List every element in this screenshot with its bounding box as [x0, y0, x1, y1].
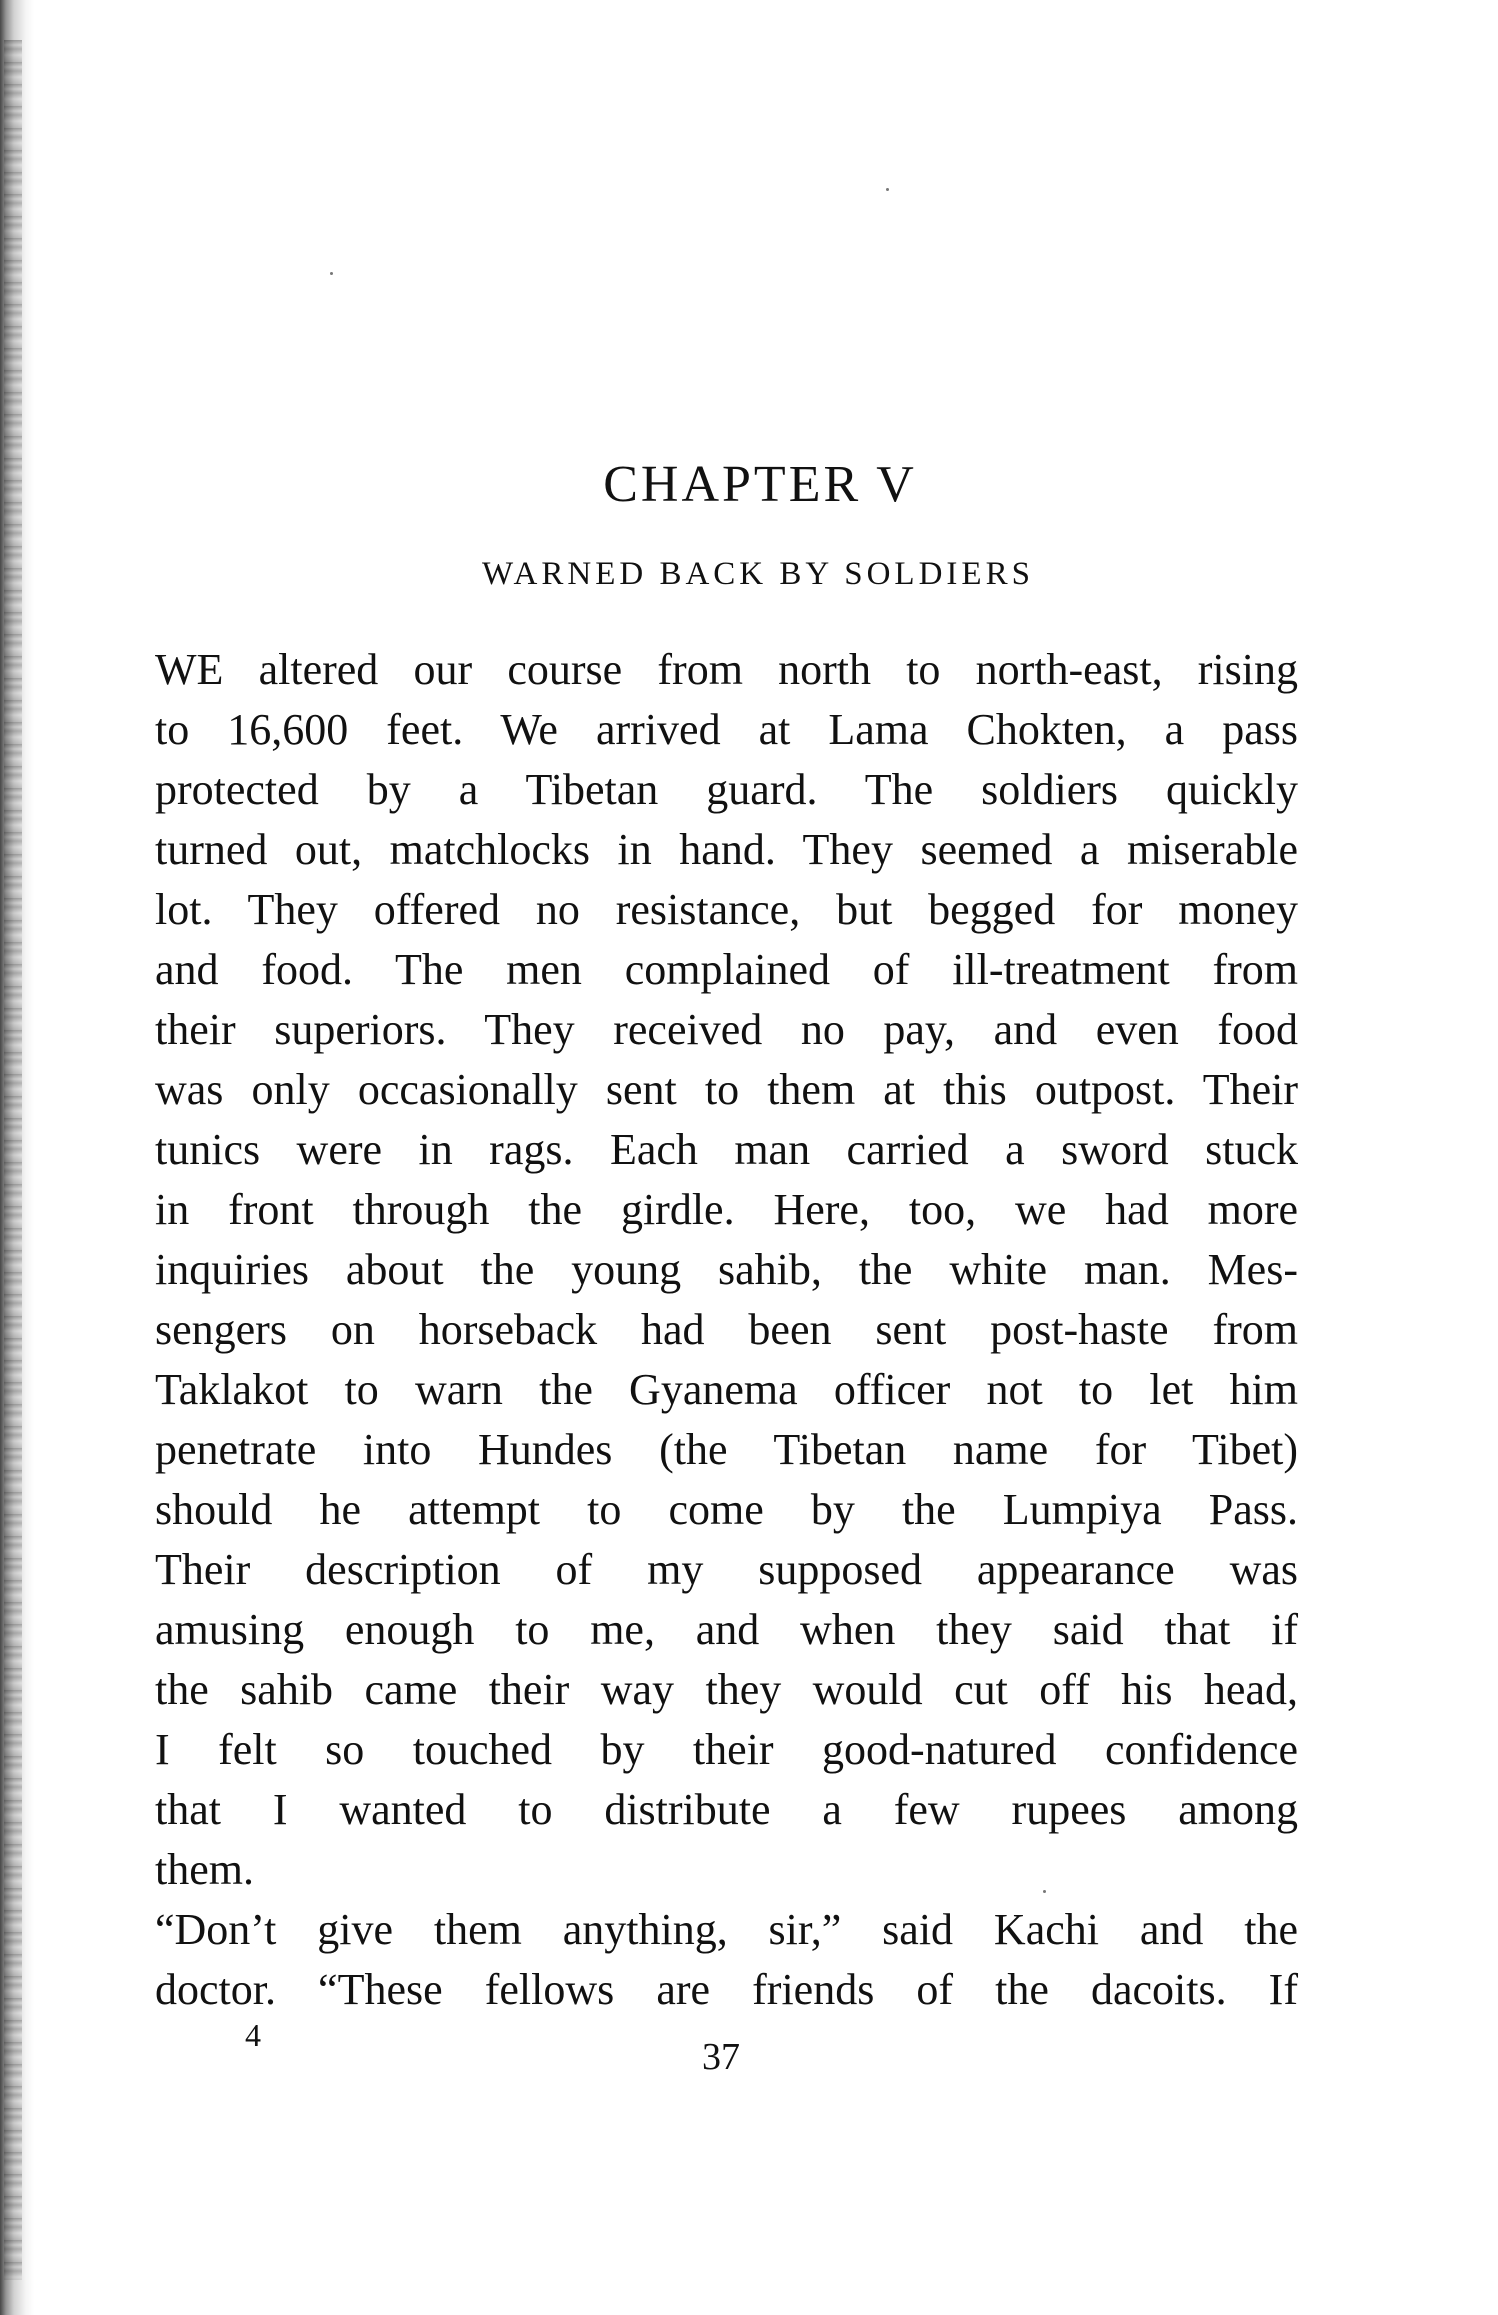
body-line: them.: [155, 1845, 254, 1894]
body-line: their superiors. They received no pay, and even food: [155, 1005, 1298, 1054]
body-line: penetrate into Hundes (the Tibetan name for Tibet): [155, 1425, 1298, 1474]
paper-speck: [1043, 1890, 1046, 1893]
body-line: doctor. “These fellows are friends of the dacoits. If: [155, 1965, 1298, 2014]
body-line: and food. The men complained of ill-treatment from: [155, 945, 1298, 994]
body-line: should he attempt to come by the Lumpiya Pass.: [155, 1485, 1298, 1534]
body-line: Taklakot to warn the Gyanema officer not to let him: [155, 1365, 1298, 1414]
signature-mark: 4: [245, 2017, 261, 2053]
body-line: tunics were in rags. Each man carried a sword stuck: [155, 1125, 1298, 1174]
chapter-title: CHAPTER V: [603, 456, 917, 513]
body-line: Their description of my supposed appearance was: [155, 1545, 1298, 1594]
body-line: the sahib came their way they would cut off his head,: [155, 1665, 1298, 1714]
chapter-subtitle: WARNED BACK BY SOLDIERS: [482, 556, 1034, 592]
body-line: inquiries about the young sahib, the white man. Mes-: [155, 1245, 1298, 1294]
body-line: was only occasionally sent to them at this outpost. Their: [155, 1065, 1298, 1114]
body-line: protected by a Tibetan guard. The soldiers quickly: [155, 765, 1298, 814]
page-number: 37: [702, 2036, 740, 2078]
body-line: I felt so touched by their good-natured confidence: [155, 1725, 1298, 1774]
paper-speck: [886, 188, 889, 191]
paper-speck: [330, 272, 333, 275]
body-line: “Don’t give them anything, sir,” said Kachi and the: [155, 1905, 1298, 1954]
body-line: lot. They offered no resistance, but begged for money: [155, 885, 1298, 934]
body-line: amusing enough to me, and when they said that if: [155, 1605, 1298, 1654]
body-line: sengers on horseback had been sent post-haste from: [155, 1305, 1298, 1354]
body-line: WE altered our course from north to north-east, rising: [155, 645, 1298, 694]
body-line: in front through the girdle. Here, too, we had more: [155, 1185, 1298, 1234]
body-text: [155, 640, 1298, 2020]
binding-edge-shadow: [0, 0, 34, 2315]
body-line: turned out, matchlocks in hand. They seemed a miserable: [155, 825, 1298, 874]
body-line: that I wanted to distribute a few rupees among: [155, 1785, 1298, 1834]
body-line: to 16,600 feet. We arrived at Lama Chokten, a pass: [155, 705, 1298, 754]
